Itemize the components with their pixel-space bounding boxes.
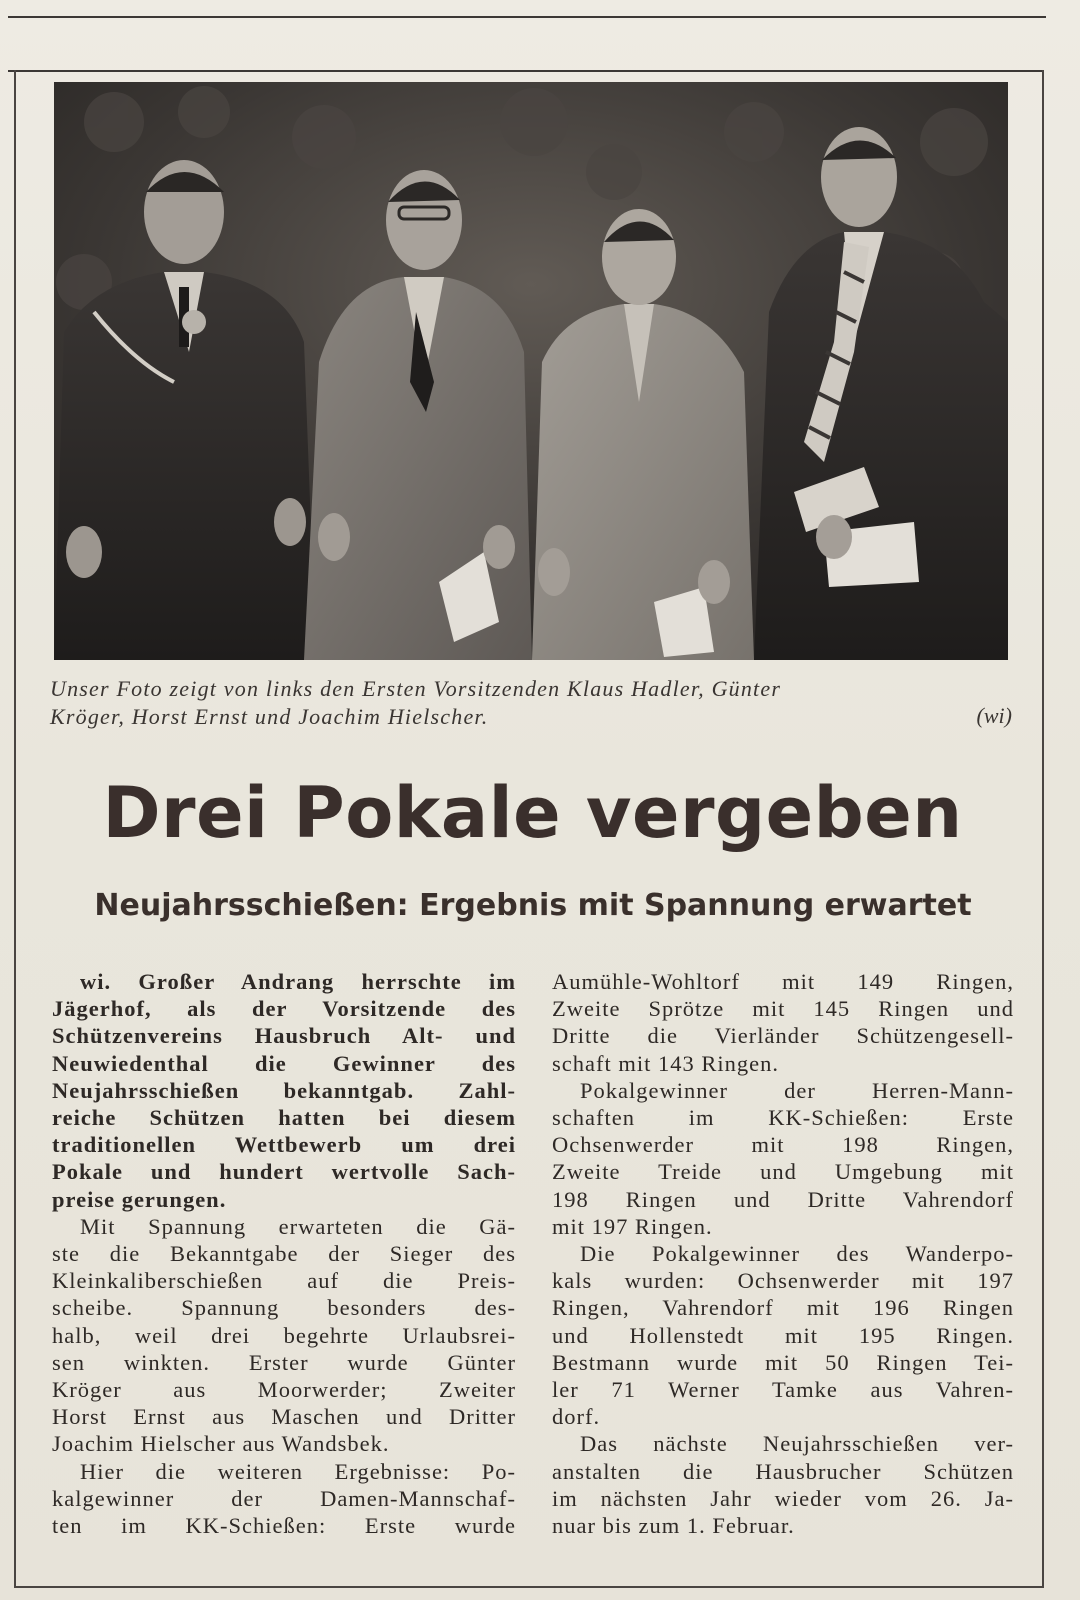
text-line: Joachim Hielscher aus Wandsbek.: [52, 1431, 390, 1457]
text-line: im nächsten Jahr wieder vom 26. Ja-: [552, 1485, 1014, 1511]
text-line: ler 71 Werner Tamke aus Vahren-: [552, 1377, 1014, 1403]
text-line: Aumühle-Wohltorf mit 149 Ringen,: [552, 969, 1014, 994]
article-column-right: [552, 968, 1014, 1539]
text-line: nuar bis zum 1. Februar.: [552, 1513, 795, 1539]
caption-credit: (wi): [976, 703, 1012, 728]
text-line: Ochsenwerder mit 198 Ringen,: [552, 1132, 1014, 1158]
text-line: ste die Bekanntgabe der Sieger des: [52, 1241, 516, 1267]
text-line: Die Pokalgewinner des Wanderpo-: [580, 1241, 1014, 1267]
text-line: kals wurden: Ochsenwerder mit 197: [552, 1268, 1014, 1294]
text-line: wi. Großer Andrang herrschte im: [80, 969, 516, 994]
text-line: Kleinkaliberschießen auf die Preis-: [52, 1268, 516, 1294]
photo-four-men: [54, 82, 1008, 660]
text-line: Zweite Treide und Umgebung mit: [552, 1159, 1014, 1185]
text-line: halb, weil drei begehrte Urlaubsrei-: [52, 1322, 516, 1348]
text-line: Zweite Sprötze mit 145 Ringen und: [552, 996, 1014, 1022]
article-column-left: [52, 968, 516, 1539]
text-line: schaften im KK-Schießen: Erste: [552, 1105, 1014, 1131]
caption-line: Unser Foto zeigt von links den Ersten Vorsitzenden Klaus Hadler, Günter: [50, 676, 782, 701]
text-line: anstalten die Hausbrucher Schützen: [552, 1458, 1014, 1484]
text-line: Kröger aus Moorwerder; Zweiter: [52, 1377, 516, 1403]
headline: Drei Pokale vergeben: [102, 772, 963, 854]
top-rule: [8, 16, 1046, 18]
text-line: Ringen, Vahrendorf mit 196 Ringen: [552, 1295, 1014, 1321]
text-line: Neuwiedenthal die Gewinner des: [52, 1050, 516, 1076]
caption-line: Kröger, Horst Ernst und Joachim Hielscher.: [50, 704, 489, 729]
text-line: kalgewinner der Damen-Mannschaf-: [52, 1485, 516, 1511]
subheadline: Neujahrsschießen: Ergebnis mit Spannung erwartet: [94, 888, 972, 923]
text-line: traditionellen Wettbewerb um drei: [52, 1132, 516, 1158]
text-line: Pokalgewinner der Herren-Mann-: [580, 1077, 1014, 1103]
text-line: und Hollenstedt mit 195 Ringen.: [552, 1322, 1014, 1348]
text-line: Jägerhof, als der Vorsitzende des: [52, 996, 516, 1022]
paragraph: [52, 1213, 516, 1458]
text-line: Das nächste Neujahrsschießen ver-: [580, 1431, 1014, 1457]
text-line: mit 197 Ringen.: [552, 1213, 713, 1239]
text-line: Pokale und hundert wertvolle Sach-: [52, 1159, 516, 1185]
paragraph: [552, 1240, 1014, 1430]
text-line: Dritte die Vierländer Schützengesell-: [552, 1023, 1014, 1049]
text-line: ten im KK-Schießen: Erste wurde: [52, 1513, 516, 1539]
photo-caption: [50, 675, 1010, 731]
text-line: Schützenvereins Hausbruch Alt- und: [52, 1023, 516, 1049]
lead-paragraph: [52, 968, 516, 1213]
paragraph: [552, 968, 1014, 1077]
text-line: 198 Ringen und Dritte Vahrendorf: [552, 1186, 1014, 1212]
text-line: scheibe. Spannung besonders des-: [52, 1295, 516, 1321]
text-line: dorf.: [552, 1404, 601, 1430]
text-line: reiche Schützen hatten bei diesem: [52, 1105, 516, 1131]
text-line: Hier die weiteren Ergebnisse: Po-: [80, 1458, 516, 1484]
paragraph: [552, 1430, 1014, 1539]
text-line: preise gerungen.: [52, 1186, 227, 1212]
paragraph: [52, 1458, 516, 1540]
paragraph: [552, 1077, 1014, 1240]
text-line: Bestmann wurde mit 50 Ringen Tei-: [552, 1349, 1014, 1375]
text-line: Neujahrsschießen bekanntgab. Zahl-: [52, 1077, 516, 1103]
text-line: schaft mit 143 Ringen.: [552, 1050, 779, 1076]
text-line: Horst Ernst aus Maschen und Dritter: [52, 1404, 516, 1430]
text-line: sen winkten. Erster wurde Günter: [52, 1349, 516, 1375]
text-line: Mit Spannung erwarteten die Gä-: [80, 1213, 516, 1239]
